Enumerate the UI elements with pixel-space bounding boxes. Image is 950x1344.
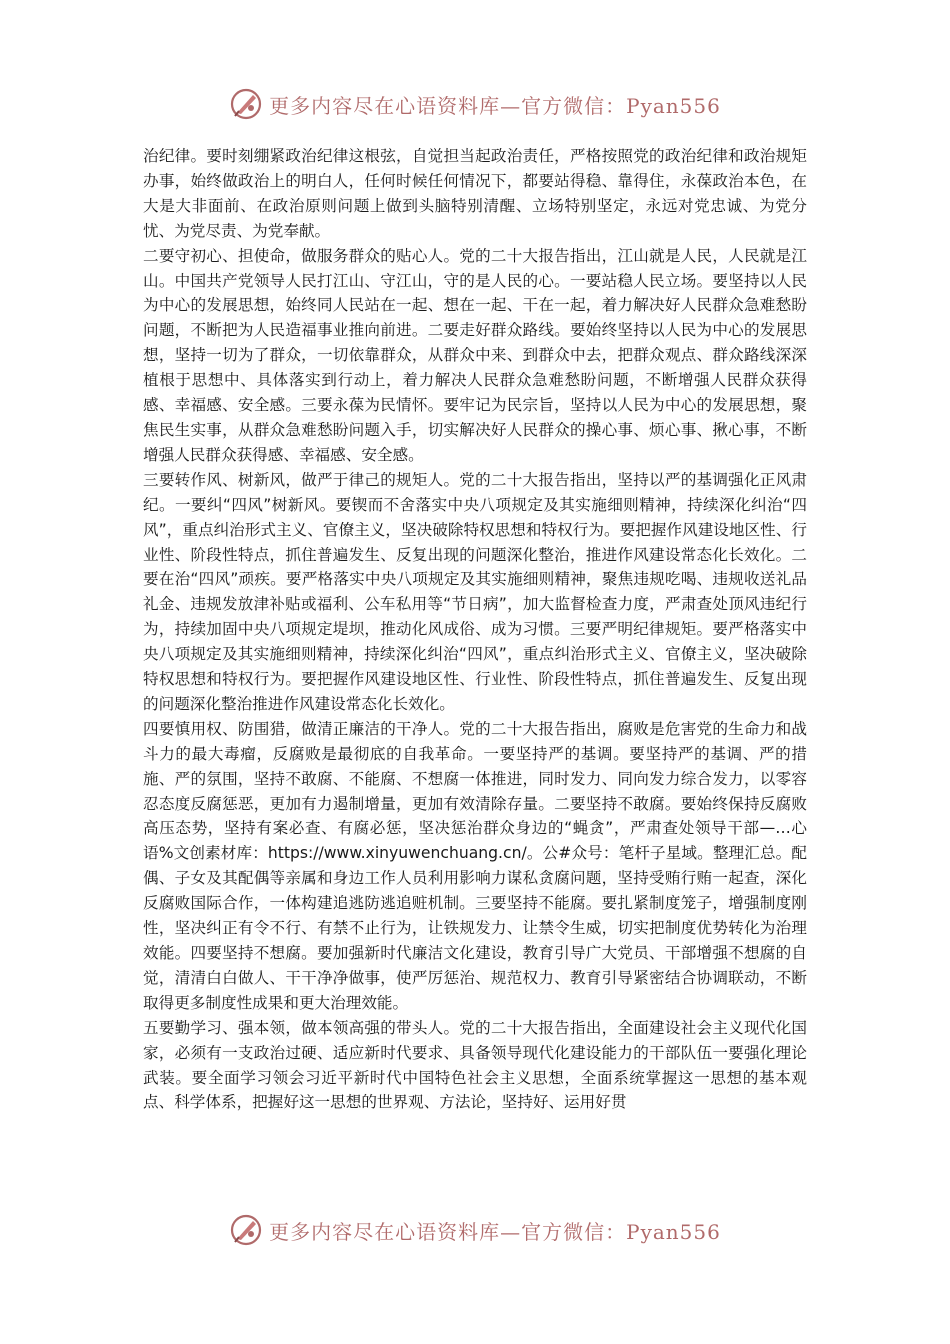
header-banner [0, 82, 950, 126]
header-banner-text: 更多内容尽在心语资料库—官方微信：Pyan556 [269, 93, 721, 118]
paragraph-serve-masses: 二要守初心、担使命，做服务群众的贴心人。党的二十大报告指出，江山就是人民，人民就是江山。中国共产党领导人民打江山、守江山，守的是人民的心。一要站稳人民立场。要坚持以人民为中心的发展思想，始终同人民站在一起、想在一起、干在一起，着力解决好人民群众急难愁盼问题，不断把为人民造福事业推向前进。二要走好群众路线。要始终坚持以人民为中心的发展思想，坚持一切为了群众，一切依靠群众，从群众中来、到群众中去，把群众观点、群众路线深深植根于思想中、具体落实到行动上，着力解决人民群众急难愁盼问题，不断增强人民群众获得感、幸福感、安全感。三要永葆为民情怀。要牢记为民宗旨，坚持以人民为中心的发展思想，聚焦民生实事，从群众急难愁盼问题入手，切实解决好人民群众的操心事、烦心事、揪心事，不断增强人民群众获得感、幸福感、安全感。 [143, 246, 807, 464]
footer-banner [0, 1208, 950, 1252]
quill-logo-icon [229, 1213, 263, 1247]
paragraph-integrity: 四要慎用权、防围猎，做清正廉洁的干净人。党的二十大报告指出，腐败是危害党的生命力和战斗力的最大毒瘤，反腐败是最彻底的自我革命。一要坚持严的基调。要坚持严的基调、严的措施、严的氛围，坚持不敢腐、不能腐、不想腐一体推进，同时发力、同向发力综合发力，以零容忍态度反腐惩恶，更加有力遏制增量，更加有效清除存量。二要坚持不敢腐。要始终保持反腐败高压态势，坚持有案必查、有腐必惩，坚决惩治群众身边的“蝇贪”，严肃查处领导干部—…心语%文创素材库：https://www.xinyuwenchuang.cn/。公#众号：笔杆子星域。整理汇总。配偶、子女及其配偶等亲属和身边工作人员利用影响力谋私贪腐问题，坚持受贿行贿一起查，深化反腐败国际合作，一体构建追逃防逃追赃机制。三要坚持不能腐。要扎紧制度笼子，增强制度刚性，坚决纠正有令不行、有禁不止行为，让铁规发力、让禁令生威，切实把制度优势转化为治理效能。四要坚持不想腐。要加强新时代廉洁文化建设，教育引导广大党员、干部增强不想腐的自觉，清清白白做人、干干净净做事，使严厉惩治、规范权力、教育引导紧密结合协调联动，不断取得更多制度性成果和更大治理效能。 [143, 719, 807, 1012]
paragraph-study: 五要勤学习、强本领，做本领高强的带头人。党的二十大报告指出，全面建设社会主义现代化国家，必须有一支政治过硬、适应新时代要求、具备领导现代化建设能力的干部队伍一要强化理论武装。要全面学习领会习近平新时代中国特色社会主义思想，全面系统掌握这一思想的基本观点、科学体系，把握好这一思想的世界观、方法论，坚持好、运用好贯 [143, 1018, 807, 1112]
paragraph-political-discipline: 治纪律。要时刻绷紧政治纪律这根弦，自觉担当起政治责任，严格按照党的政治纪律和政治规矩办事，始终做政治上的明白人，任何时候任何情况下，都要站得稳、靠得住，永葆政治本色，在大是大非面前、在政治原则问题上做到头脑特别清醒、立场特别坚定，永远对党忠诚、为党分忧、为党尽责、为党奉献。 [143, 147, 807, 240]
footer-banner-text: 更多内容尽在心语资料库—官方微信：Pyan556 [269, 1219, 721, 1244]
quill-logo-icon [229, 87, 263, 121]
document-body [143, 144, 807, 1115]
paragraph-work-style: 三要转作风、树新风，做严于律己的规矩人。党的二十大报告指出，坚持以严的基调强化正风肃纪。一要纠“四风”树新风。要锲而不舍落实中央八项规定及其实施细则精神，持续深化纠治“四风”，重点纠治形式主义、官僚主义，坚决破除特权思想和特权行为。要把握作风建设地区性、行业性、阶段性特点，抓住普遍发生、反复出现的问题深化整治，推进作风建设常态化长效化。二要在治“四风”顽疾。要严格落实中央八项规定及其实施细则精神，聚焦违规吃喝、违规收送礼品礼金、违规发放津补贴或福利、公车私用等“节日病”，加大监督检查力度，严肃查处顶风违纪行为，持续加固中央八项规定堤坝，推动化风成俗、成为习惯。三要严明纪律规矩。要严格落实中央八项规定及其实施细则精神，持续深化纠治“四风”，重点纠治形式主义、官僚主义，坚决破除特权思想和特权行为。要把握作风建设地区性、行业性、阶段性特点，抓住普遍发生、反复出现的问题深化整治推进作风建设常态化长效化。 [143, 470, 807, 713]
